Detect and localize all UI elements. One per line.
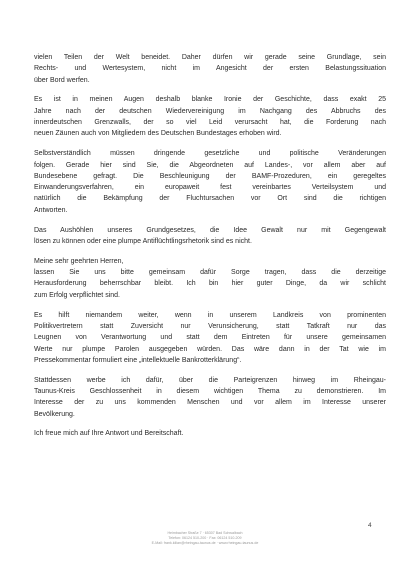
text-line: Herausforderung beherrschbar bleibt. Ich bin hier guter Dinge, da wir schlicht [34, 280, 386, 288]
salutation-line: Meine sehr geehrten Herren, [34, 257, 124, 265]
page-number: 4 [368, 522, 372, 529]
text-line: Bevölkerung. [34, 410, 75, 418]
footer-email: E-Mail: frank.kilian@rheingau-taunus.de · www.rheingau-taunus.de [151, 541, 259, 545]
text-line: lassen Sie uns bitte gemeinsam dafür Sorge tragen, dass die derzeitige [34, 269, 386, 277]
text-line: lösen zu können oder eine plumpe Antiflüchtlingsrhetorik sind es nicht. [34, 237, 252, 245]
text-line: Rechts- und Wertesystem, nicht im Angesicht der ersten Belastungssituation [34, 65, 386, 73]
text-line: Es hilft niemandem weiter, wenn in unserem Landkreis von prominenten [34, 311, 386, 319]
text-line: Bundesebene gefragt. Die Beschleunigung der BAMF-Prozeduren, ein geregeltes [34, 172, 386, 180]
paragraph [34, 94, 386, 139]
text-line: Politikvertretern statt Zuversicht nur Verunsicherung, statt Tatkraft nur das [34, 322, 386, 330]
footer-address: Heimbacher Straße 7 · 65307 Bad Schwalbach [167, 531, 243, 535]
letter-body [34, 52, 386, 448]
text-line: Leugnen von Verantwortung und statt dem Eintreten für unsere gemeinsamen [34, 334, 386, 342]
text-line: Interesse der zu uns kommenden Menschen und vor allem im Interesse unserer [34, 399, 386, 407]
text-line: vielen Teilen der Welt beneidet. Daher dürfen wir gerade seine Grundlage, sein [34, 54, 386, 61]
text-line: Das Aushöhlen unseres Grundgesetzes, die Idee Gewalt nur mit Gegengewalt [34, 226, 386, 234]
letter-footer [0, 531, 410, 546]
paragraph [34, 310, 386, 366]
text-line: über Bord werfen. [34, 76, 90, 84]
paragraph [34, 428, 386, 439]
text-line: Selbstverständlich müssen dringende gesetzliche und politische Veränderungen [34, 150, 386, 158]
text-line: Einwanderungsverfahren, ein europaweit fest vereinbartes Verteilsystem und [34, 184, 386, 192]
text-line: Antworten. [34, 206, 68, 214]
text-line: neuen Zäunen auch von Mitgliedern des Deutschen Bundestages erhoben wird. [34, 130, 282, 138]
footer-phone: Telefon: 06124 510-200 · Fax: 06124 510-209 [168, 536, 242, 540]
text-line: Pressekommentar formuliert eine „intellektuelle Bankrotterklärung“. [34, 356, 242, 364]
text-line: Werte nur plumpe Parolen ausgegeben würden. Das wäre dann in der Tat wie im [34, 345, 386, 353]
closing-line: Ich freue mich auf Ihre Antwort und Bereitschaft. [34, 430, 184, 438]
text-line: Es ist in meinen Augen deshalb blanke Ironie der Geschichte, dass exakt 25 [34, 96, 386, 104]
text-line: Jahre nach der deutschen Wiedervereinigung im Nachgang des Abbruchs des [34, 107, 386, 115]
text-line: Stattdessen werbe ich dafür, über die Parteigrenzen hinweg im Rheingau- [34, 376, 386, 384]
paragraph [34, 52, 386, 86]
paragraph [34, 375, 386, 420]
text-line: folgen. Gerade hier sind Sie, die Abgeordneten auf Landes-, vor allem aber auf [34, 161, 386, 169]
paragraph [34, 148, 386, 216]
paragraph [34, 256, 386, 301]
paragraph [34, 225, 386, 248]
text-line: innerdeutschen Grenzwalls, der so viel Leid verursacht hat, die Forderung nach [34, 119, 386, 127]
text-line: Taunus-Kreis Geschlossenheit in diesem wichtigen Thema zu demonstrieren. Im [34, 387, 386, 395]
text-line: natürlich die Bekämpfung der Fluchtursachen vor Ort sind die richtigen [34, 195, 386, 203]
text-line: zum Erfolg verpflichtet sind. [34, 291, 120, 299]
